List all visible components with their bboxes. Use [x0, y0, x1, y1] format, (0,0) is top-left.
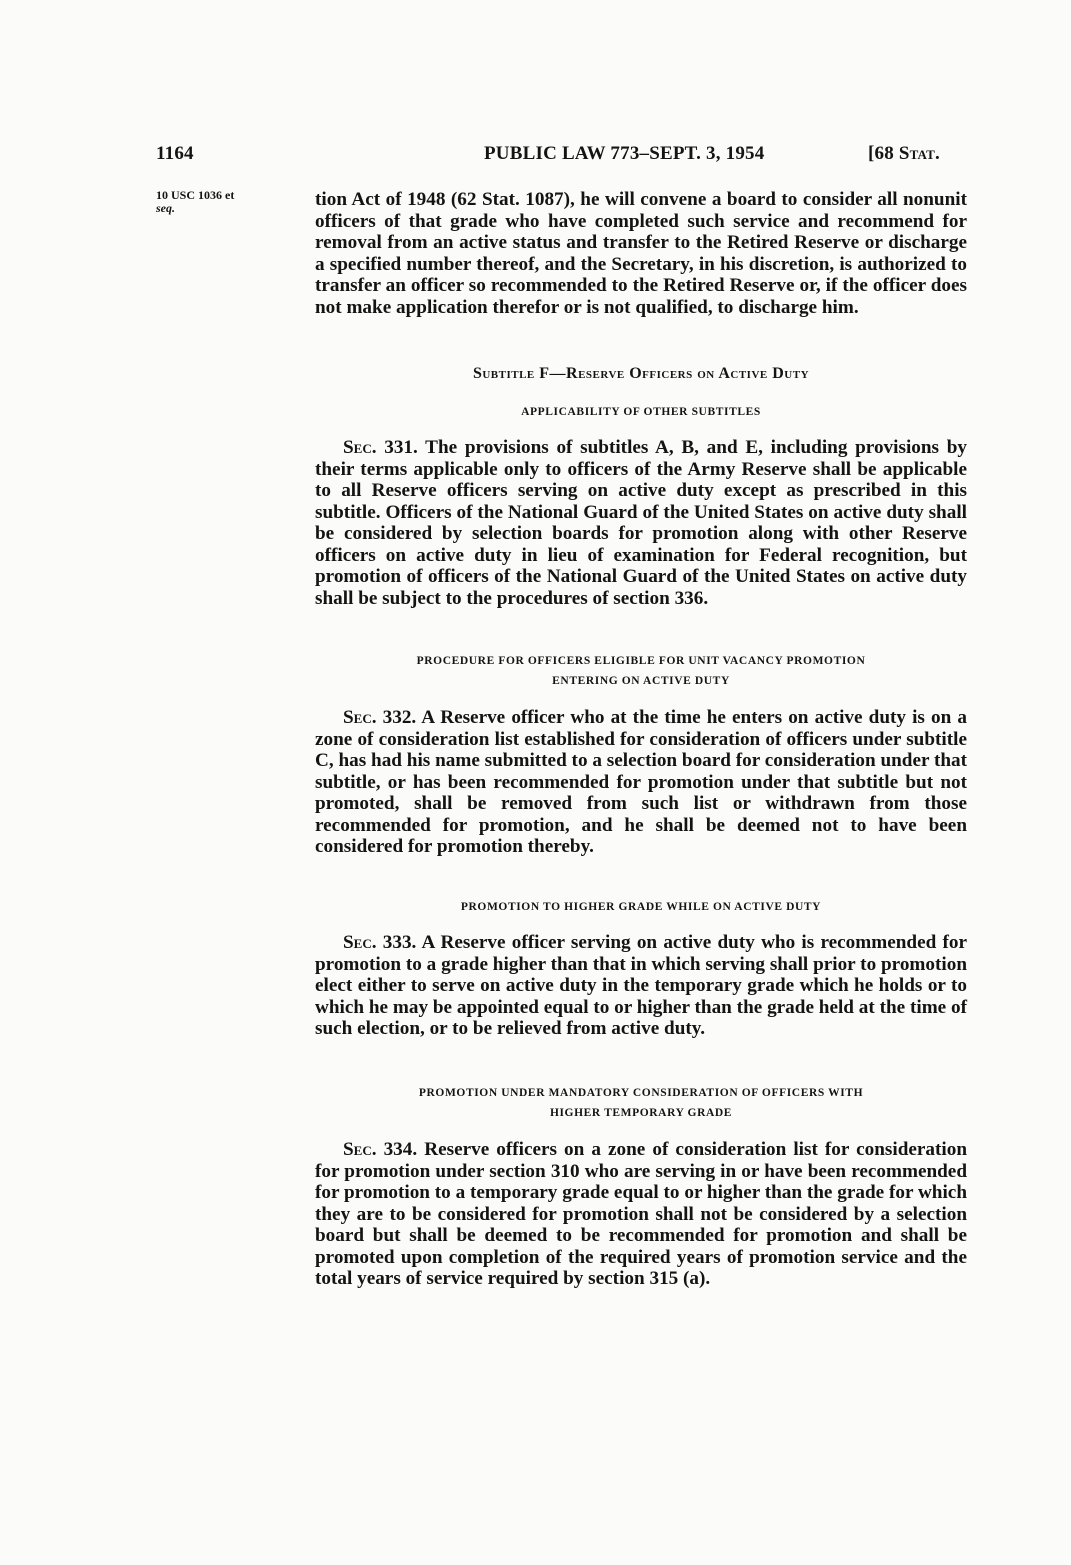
- section-label-332: Sec. 332.: [343, 707, 417, 728]
- section-331-text: The provisions of subtitles A, B, and E, including provisions by their terms applicable only to officers of the Army Reserve shall be applicable to all Reserve officers serving on active duty except as prescribed in this subtitle. Officers of the National Guard of the United States on active duty shall be considered by selection boards for promotion along with other Reserve officers on active duty in lieu of examination for Federal recognition, but promotion of officers of the National Guard of the United States on active duty shall be subject to the procedures of section 336.: [315, 437, 967, 609]
- section-331-paragraph: [315, 437, 967, 609]
- section-334-text: Reserve officers on a zone of consideration list for consideration for promotion under section 310 who are serving in or have been recommended for promotion to a temporary grade equal to or higher than the grade for which they are to be considered for promotion shall not be considered by a selection board but shall be deemed to be recommended for promotion and shall be promoted upon completion of the required years of promotion service and the total years of service required by section 315 (a).: [315, 1139, 967, 1289]
- volume-reference: [68 Stat.: [868, 143, 940, 164]
- section-heading-334-line2: HIGHER TEMPORARY GRADE: [549, 1107, 733, 1119]
- subtitle-heading: Subtitle F—Reserve Officers on Active Duty: [472, 365, 810, 382]
- margin-citation-cont: seq.: [156, 201, 175, 215]
- section-label-334: Sec. 334.: [343, 1139, 418, 1160]
- section-heading-331: APPLICABILITY OF OTHER SUBTITLES: [521, 406, 761, 418]
- margin-citation-text: 10 USC 1036 et: [156, 188, 235, 202]
- section-332-text: A Reserve officer who at the time he enters on active duty is on a zone of consideration list established for consideration of officers under subtitle C, has had his name submitted to a selection board for consideration under that subtitle, or has been recommended for promotion under that subtitle but not promoted, shall be removed from such list or withdrawn from those recommended for promotion, and he shall be deemed not to have been considered for promotion thereby.: [315, 707, 967, 857]
- section-333-text: A Reserve officer serving on active duty who is recommended for promotion to a grade higher than that in which serving shall prior to promotion elect either to serve on active duty in the temporary grade which he holds or to which he may be appointed equal to or higher than the grade held at the time of such election, or to be relieved from active duty.: [315, 932, 967, 1039]
- margin-citation: [156, 189, 306, 215]
- section-heading-332-line1: PROCEDURE FOR OFFICERS ELIGIBLE FOR UNIT VACANCY PROMOTION: [416, 655, 866, 667]
- page-number: 1164: [156, 143, 194, 164]
- section-333-paragraph: [315, 932, 967, 1040]
- section-heading-332: [315, 651, 967, 691]
- section-332-paragraph: [315, 707, 967, 858]
- section-label-333: Sec. 333.: [343, 932, 417, 953]
- section-label-331: Sec. 331.: [343, 437, 418, 458]
- intro-paragraph: tion Act of 1948 (62 Stat. 1087), he will convene a board to consider all nonunit officers of that grade who have completed such service and recommend for removal from an active status and transfer to the Retired Reserve or discharge a specified number thereof, and the Secretary, in his discretion, is authorized to transfer an officer so recommended to the Retired Reserve or, if the officer does not make application therefor or is not qualified, to discharge him.: [315, 189, 967, 318]
- section-334-paragraph: [315, 1139, 967, 1290]
- section-heading-334-line1: PROMOTION UNDER MANDATORY CONSIDERATION OF OFFICERS WITH: [418, 1087, 864, 1099]
- section-heading-334: [315, 1083, 967, 1123]
- running-title: PUBLIC LAW 773–SEPT. 3, 1954: [484, 143, 765, 164]
- section-heading-332-line2: ENTERING ON ACTIVE DUTY: [552, 675, 730, 687]
- section-heading-333: PROMOTION TO HIGHER GRADE WHILE ON ACTIVE DUTY: [460, 901, 822, 913]
